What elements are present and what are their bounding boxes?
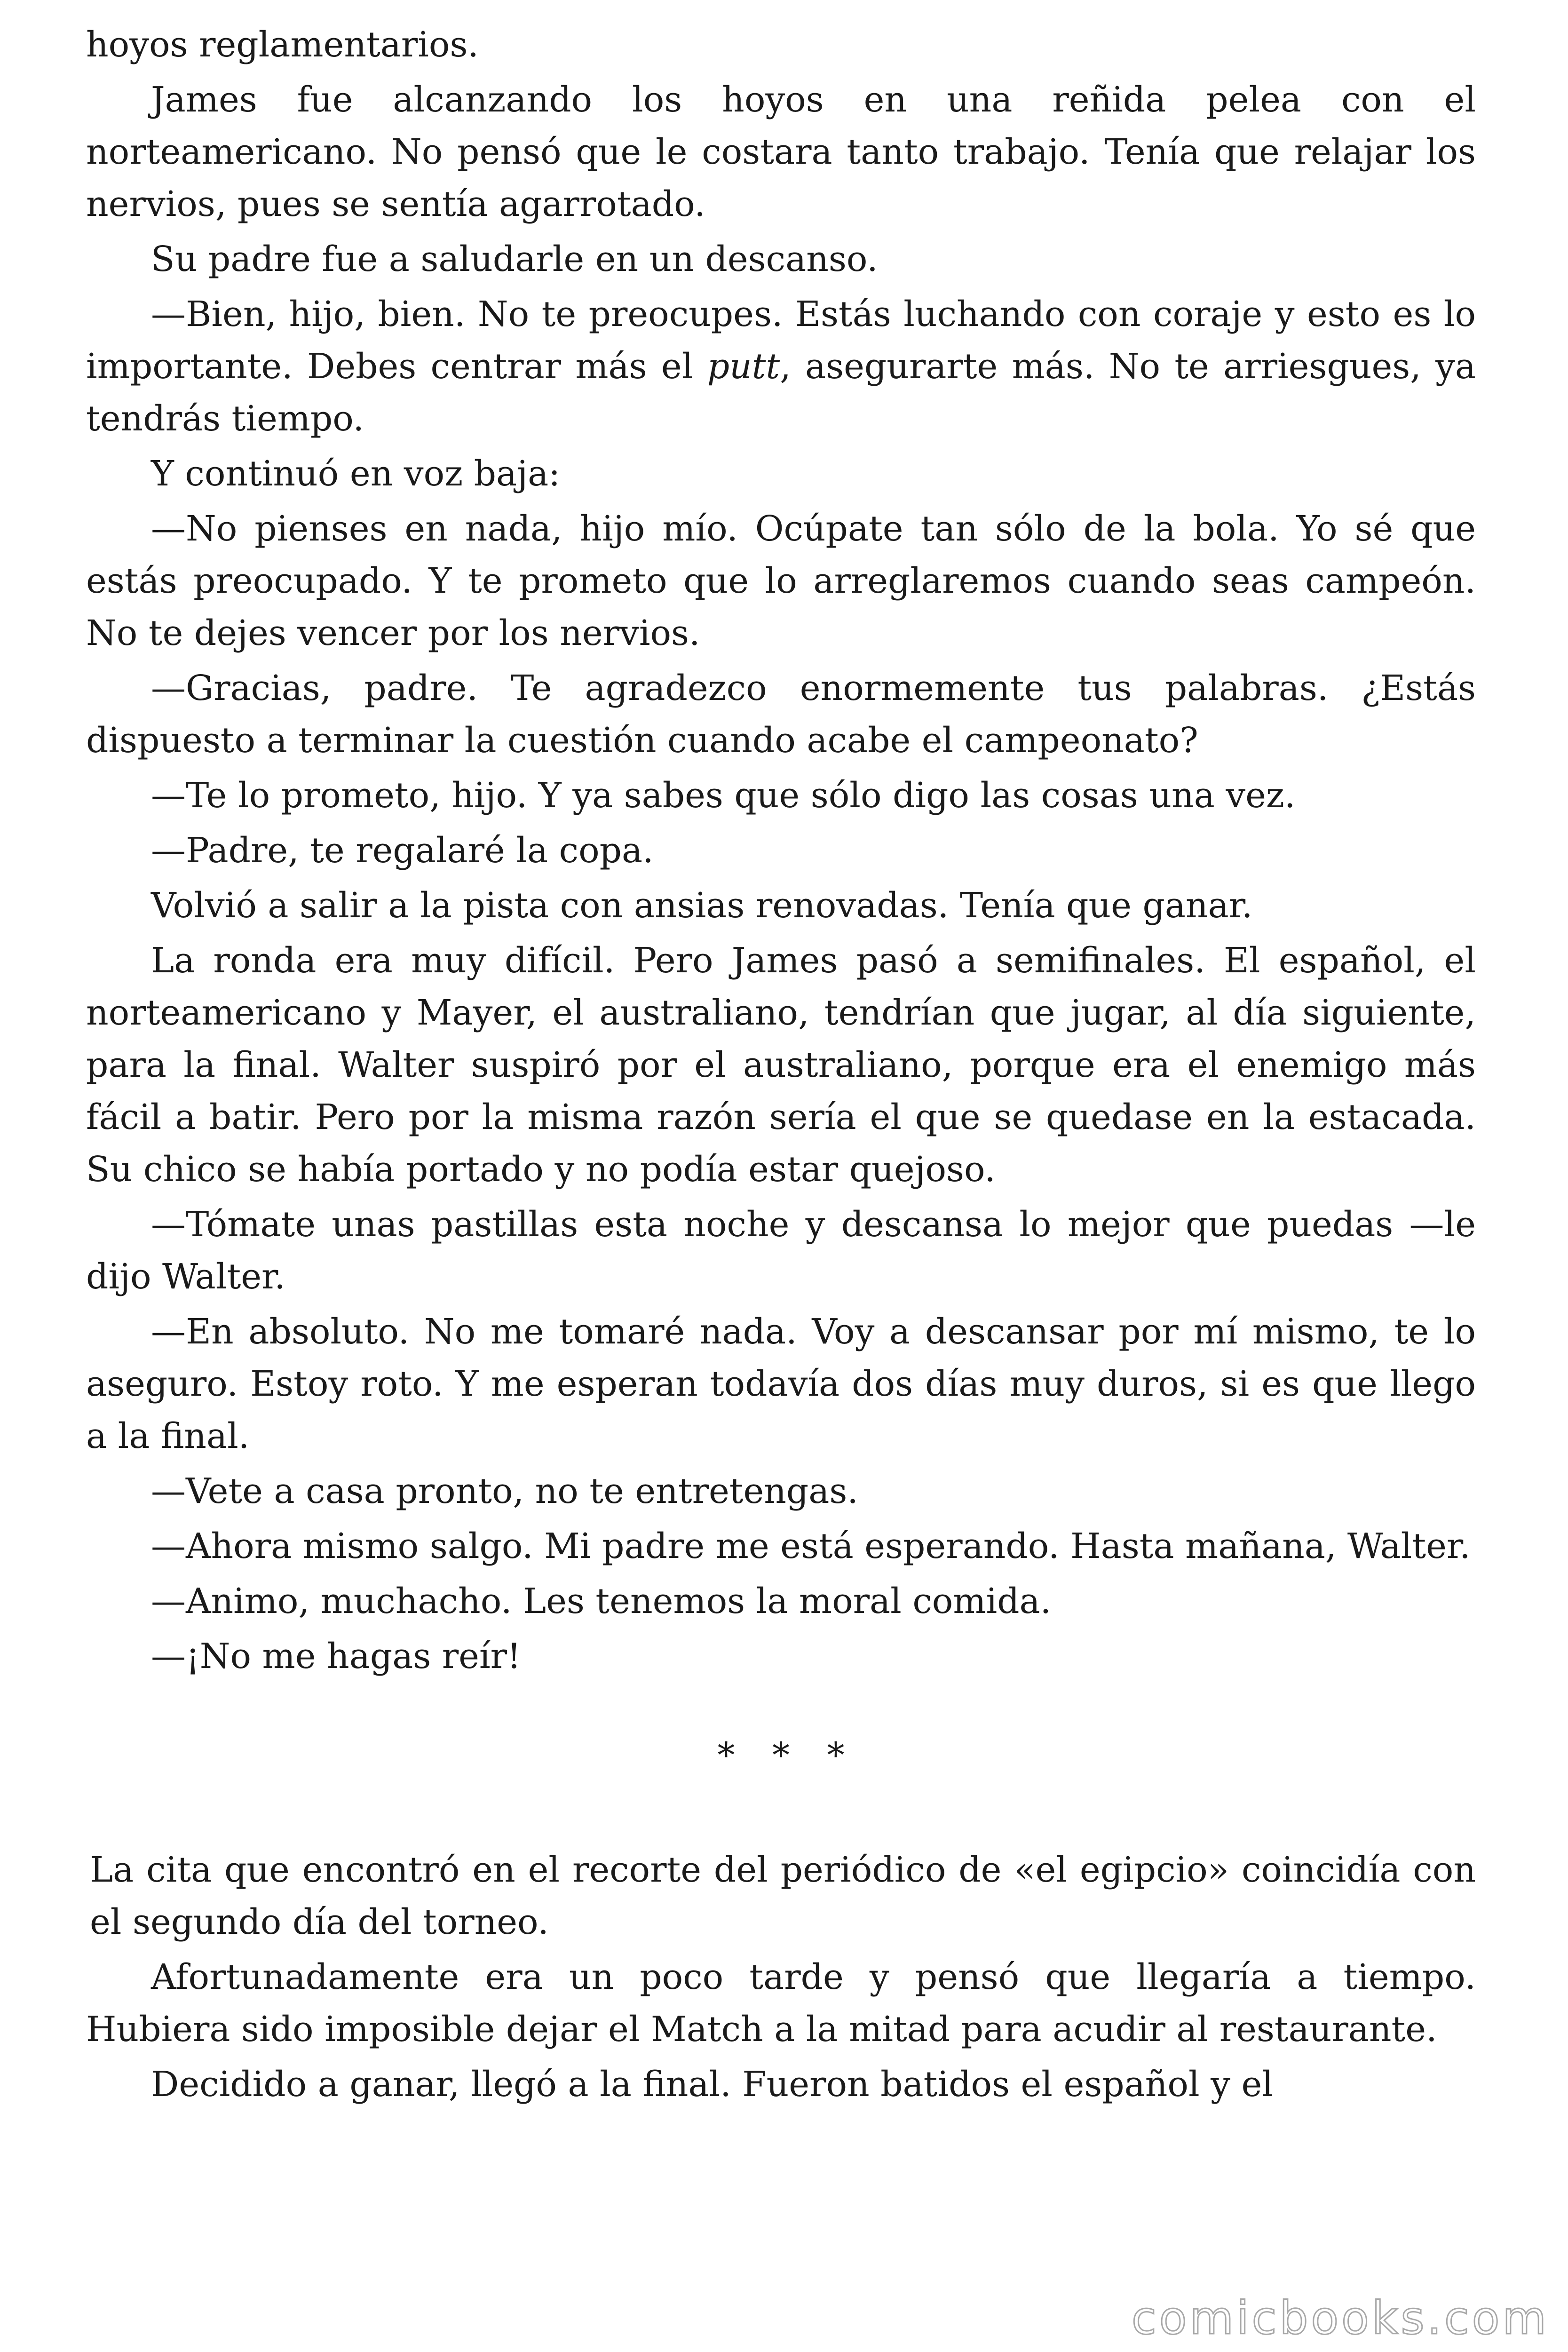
section-break: * * * (717, 1735, 858, 1776)
paragraph-18: La cita que encontró en el recorte del periódico de «el egipcio» coincidía con el segundo día del torneo. (90, 1850, 1476, 1942)
paragraph-15: —Ahora mismo salgo. Mi padre me está esperando. Hasta mañana, Walter. (151, 1526, 1471, 1566)
watermark: comicbooks.com (1131, 2292, 1549, 2344)
paragraph-14: —Vete a casa pronto, no te entretengas. (151, 1471, 858, 1511)
paragraph-12: —Tómate unas pastillas esta noche y descansa lo mejor que puedas —le dijo Walter. (86, 1204, 1476, 1297)
italic-term-putt: putt (707, 346, 780, 387)
paragraph-7: —Gracias, padre. Te agradezco enormemente tus palabras. ¿Estás dispuesto a terminar la cuestión cuando acabe el campeonato? (86, 668, 1476, 761)
paragraph-19: Afortunadamente era un poco tarde y pensó que llegaría a tiempo. Hubiera sido imposible dejar el Match a la mitad para acudir al restaurante. (86, 1957, 1476, 2050)
paragraph-16: —Animo, muchacho. Les tenemos la moral comida. (151, 1581, 1052, 1621)
paragraph-6: —No pienses en nada, hijo mío. Ocúpate tan sólo de la bola. Yo sé que estás preocupado. Y te prometo que lo arreglaremos cuando seas campeón. No te dejes vencer por los nervios. (86, 509, 1476, 653)
paragraph-9: —Padre, te regalaré la copa. (151, 830, 654, 871)
paragraph-5: Y continuó en voz baja: (151, 453, 561, 494)
paragraph-4-text-b: , asegurarte más. No te arriesgues, ya tendrás tiempo. (86, 346, 1476, 439)
paragraph-10: Volvió a salir a la pista con ansias renovadas. Tenía que ganar. (151, 885, 1253, 926)
paragraph-20: Decidido a ganar, llegó a la final. Fueron batidos el español y el (151, 2064, 1273, 2105)
paragraph-11: La ronda era muy difícil. Pero James pasó a semifinales. El español, el norteamericano y Mayer, el australiano, tendrían que jugar, al día siguiente, para la final. Walter suspiró por el australiano, porque era el enemigo más fácil a batir. Pero por la misma razón sería el que se quedase en la estacada. Su chico se había portado y no podía estar quejoso. (86, 940, 1476, 1190)
paragraph-13: —En absoluto. No me tomaré nada. Voy a descansar por mí mismo, te lo aseguro. Estoy roto. Y me esperan todavía dos días muy duros, si es que llego a la final. (86, 1311, 1476, 1456)
paragraph-4-text-a: —Bien, hijo, bien. No te preocupes. Estás luchando con coraje y esto es lo importante. Debes centrar más el (86, 294, 1476, 387)
paragraph-4 (86, 288, 1476, 445)
paragraph-1: hoyos reglamentarios. (86, 24, 479, 65)
paragraph-2: James fue alcanzando los hoyos en una reñida pelea con el norteamericano. No pensó que le costara tanto trabajo. Tenía que relajar los nervios, pues se sentía agarrotado. (86, 79, 1476, 224)
paragraph-8: —Te lo prometo, hijo. Y ya sabes que sólo digo las cosas una vez. (151, 775, 1296, 816)
paragraph-3: Su padre fue a saludarle en un descanso. (151, 239, 878, 279)
paragraph-17: —¡No me hagas reír! (151, 1636, 521, 1677)
